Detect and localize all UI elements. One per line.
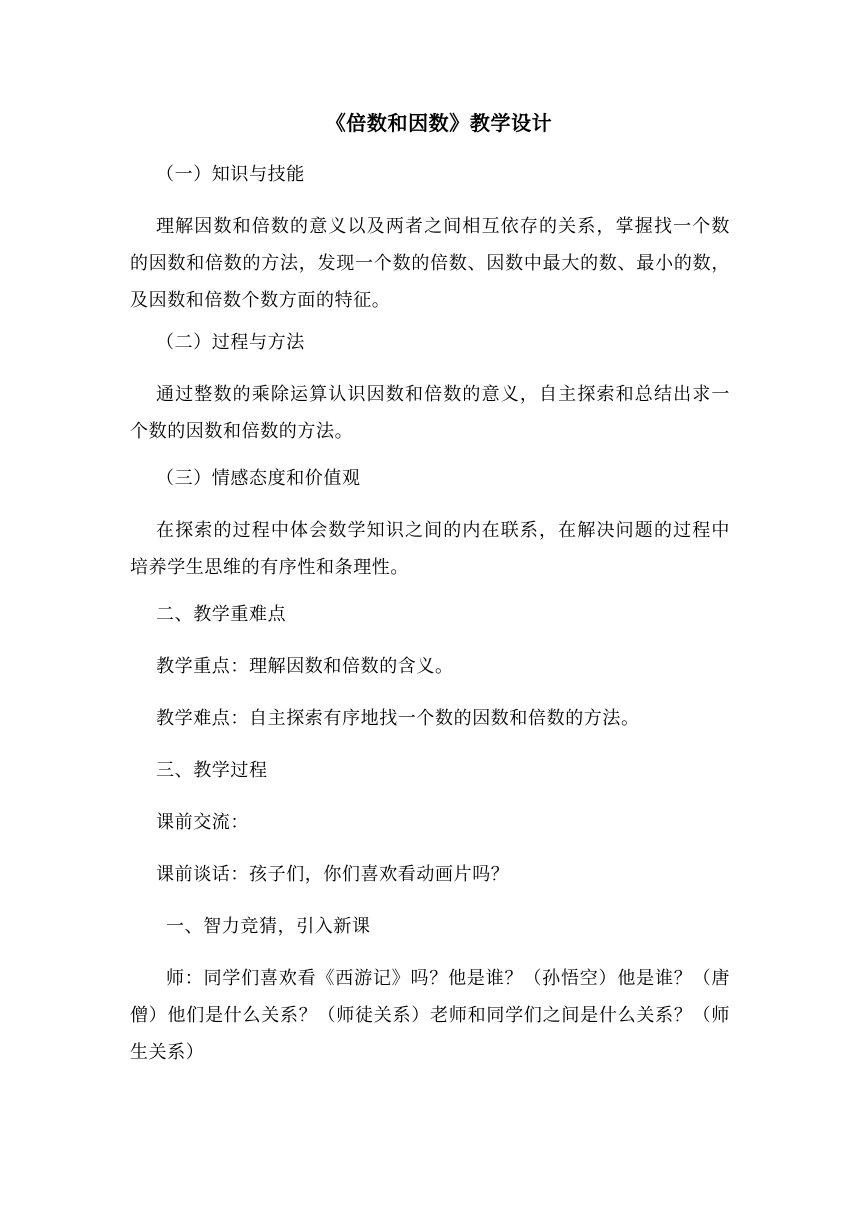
paragraph-process-method: 通过整数的乘除运算认识因数和倍数的意义，自主探索和总结出求一个数的因数和倍数的方法。 <box>130 384 730 442</box>
heading-process-method: （二）过程与方法 <box>156 332 305 353</box>
heading-knowledge-skills: （一）知识与技能 <box>156 164 305 185</box>
heading-attitude-values: （三）情感态度和价值观 <box>156 468 361 489</box>
section-teaching-process: 三、教学过程 <box>156 760 268 781</box>
step-one-heading: 一、智力竞猜，引入新课 <box>166 916 371 937</box>
paragraph-attitude-values: 在探索的过程中体会数学知识之间的内在联系，在解决问题的过程中培养学生思维的有序性和条理性。 <box>130 520 730 578</box>
teacher-dialogue: 师：同学们喜欢看《西游记》吗？他是谁？（孙悟空）他是谁？（唐僧）他们是什么关系？（师徒关系）老师和同学们之间是什么关系？（师生关系） <box>130 968 730 1063</box>
document-title: 《倍数和因数》教学设计 <box>325 111 553 135</box>
difficult-point: 教学难点：自主探索有序地找一个数的因数和倍数的方法。 <box>156 708 640 729</box>
paragraph-knowledge-skills: 理解因数和倍数的意义以及两者之间相互依存的关系，掌握找一个数的因数和倍数的方法，发现一个数的倍数、因数中最大的数、最小的数，及因数和倍数个数方面的特征。 <box>130 216 730 311</box>
pre-class-exchange: 课前交流： <box>156 812 249 833</box>
section-key-difficult-points: 二、教学重难点 <box>156 604 287 625</box>
pre-class-talk: 课前谈话：孩子们，你们喜欢看动画片吗？ <box>156 864 510 885</box>
key-point: 教学重点：理解因数和倍数的含义。 <box>156 656 454 677</box>
